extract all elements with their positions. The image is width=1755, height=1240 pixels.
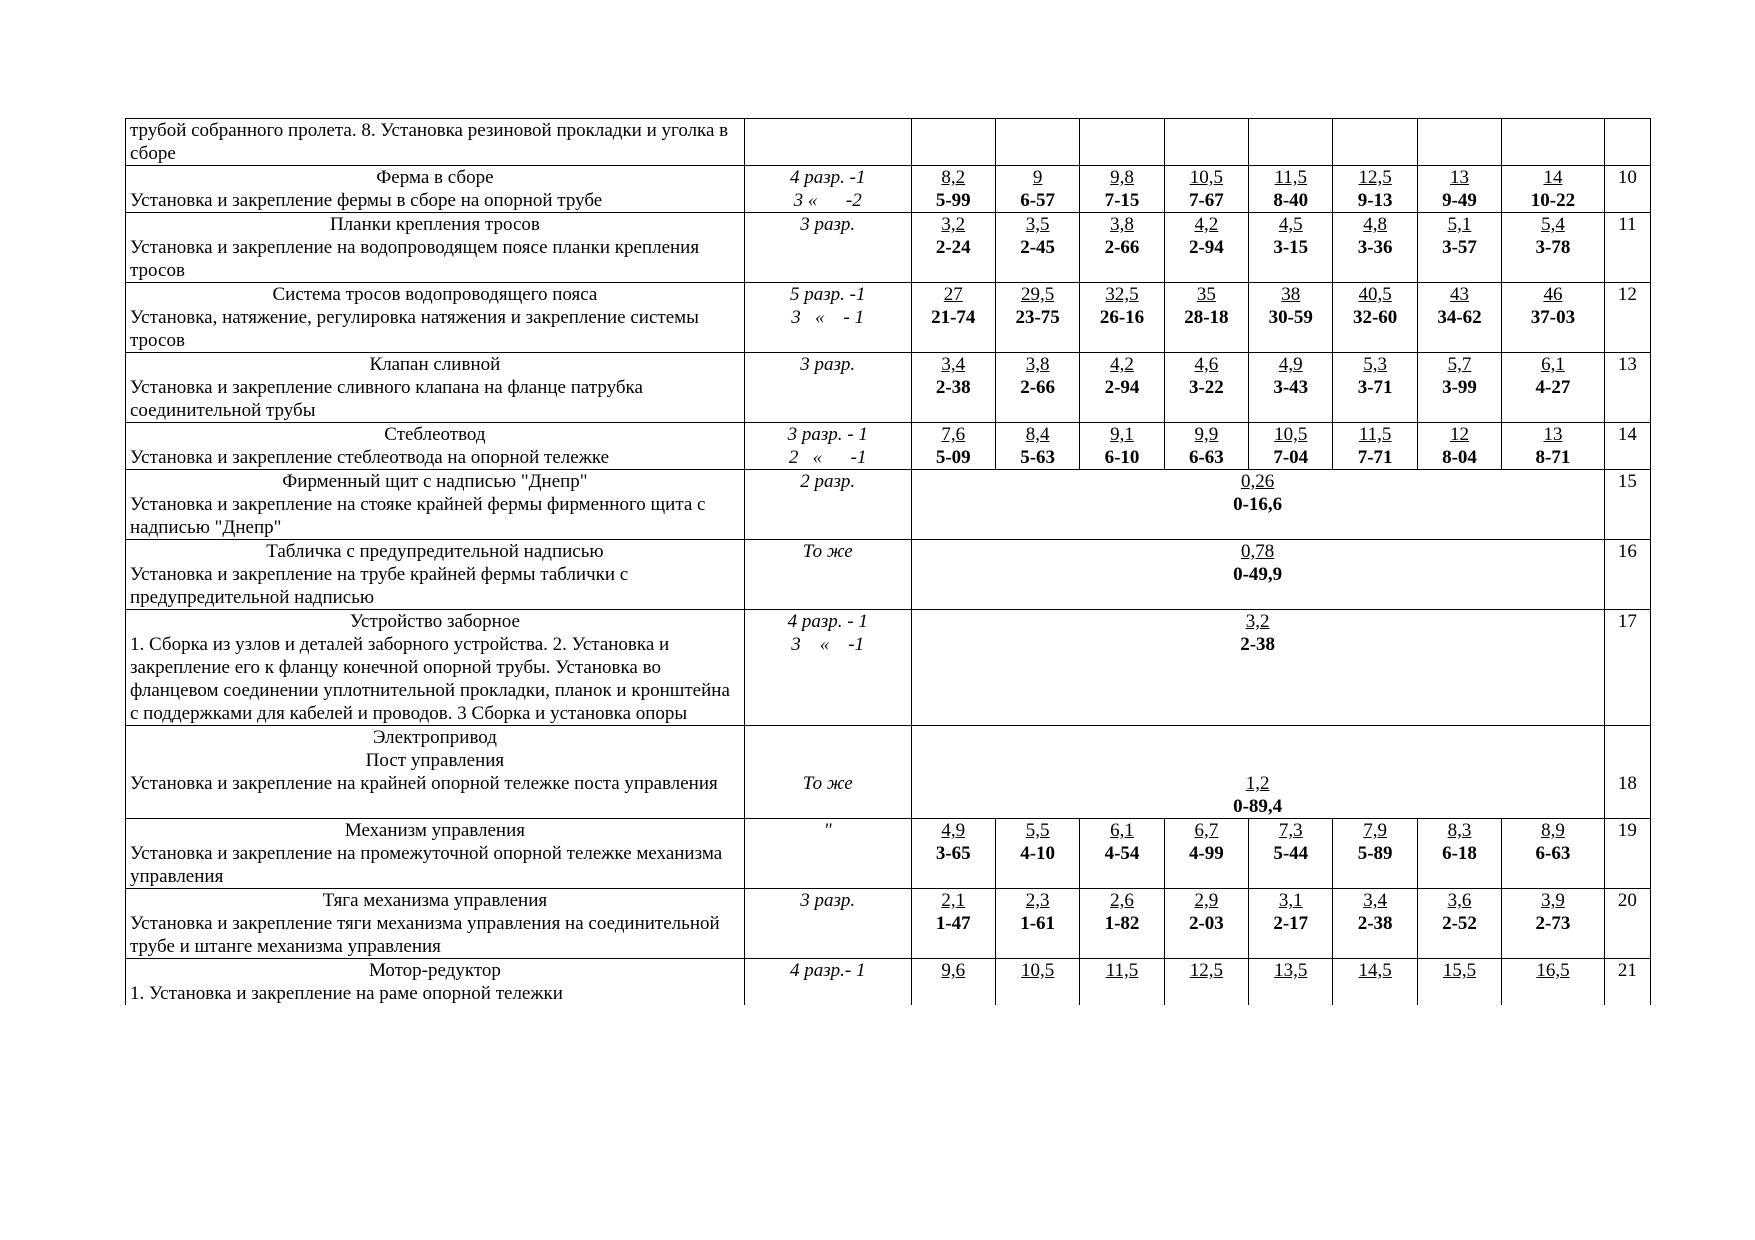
value-cell — [995, 353, 1079, 423]
value-cell — [1164, 283, 1248, 353]
value-cell — [911, 819, 995, 889]
value-cell — [1249, 353, 1333, 423]
section-title: Электропривод — [372, 727, 497, 748]
row-description: 1. Установка и закрепление на раме опорной тележки — [130, 983, 563, 1004]
time-norm: 12,5 — [1358, 167, 1392, 188]
table-row — [126, 283, 1651, 353]
value-cell-merged — [911, 610, 1604, 726]
value-cell-merged — [911, 470, 1604, 540]
section-title: Механизм управления — [344, 820, 525, 841]
value-cell — [1080, 819, 1164, 889]
price: 26-16 — [1099, 307, 1145, 328]
value-cell — [1164, 213, 1248, 283]
price: 2-24 — [935, 237, 971, 258]
time-norm: 11,5 — [1274, 167, 1308, 188]
time-norm: 10,5 — [1274, 424, 1308, 445]
value-cell — [1502, 959, 1604, 1006]
price: 1-47 — [935, 913, 971, 934]
price: 2-73 — [1535, 913, 1571, 934]
value-cell — [995, 959, 1079, 1006]
section-title: Система тросов водопроводящего пояса — [272, 284, 598, 305]
value-cell — [1417, 119, 1501, 166]
price: 2-17 — [1273, 913, 1309, 934]
value-cell — [1333, 283, 1417, 353]
value-cell — [995, 423, 1079, 470]
time-norm: 3,8 — [1025, 354, 1050, 375]
time-norm: 6,1 — [1541, 354, 1565, 375]
value-cell — [995, 819, 1079, 889]
time-norm: 15,5 — [1442, 960, 1477, 981]
section-title: Планки крепления тросов — [329, 214, 540, 235]
price: 0-49,9 — [1233, 564, 1283, 585]
grade-cell: " — [744, 819, 911, 889]
row-number: 11 — [1604, 213, 1650, 283]
value-cell — [995, 119, 1079, 166]
price: 3-65 — [935, 843, 971, 864]
value-cell — [1249, 213, 1333, 283]
value-cell — [1417, 283, 1501, 353]
value-cell — [911, 423, 995, 470]
row-number: 13 — [1604, 353, 1650, 423]
time-norm: 3,4 — [941, 354, 966, 375]
time-norm: 2,9 — [1194, 890, 1219, 911]
time-norm: 35 — [1196, 284, 1216, 305]
row-number: 10 — [1604, 166, 1650, 213]
row-description: Установка и закрепление фермы в сборе на опорной трубе — [130, 190, 603, 211]
price: 4-10 — [1020, 843, 1056, 864]
price: 5-44 — [1273, 843, 1309, 864]
value-cell — [1502, 283, 1604, 353]
section-title: Тяга механизма управления — [322, 890, 548, 911]
row-description: Установка и закрепление стеблеотвода на опорной тележке — [130, 447, 610, 468]
value-cell — [1417, 959, 1501, 1006]
time-norm: 9,8 — [1110, 167, 1134, 188]
row-description: Установка и закрепление сливного клапана на фланце патрубка соединительной трубы — [130, 377, 643, 421]
time-norm: 2,1 — [941, 890, 966, 911]
time-norm: 4,6 — [1194, 354, 1219, 375]
value-cell — [1417, 353, 1501, 423]
value-cell — [1249, 959, 1333, 1006]
norms-table — [125, 118, 1651, 1005]
price: 2-94 — [1104, 377, 1140, 398]
value-cell — [1333, 959, 1417, 1006]
row-description: Установка и закрепление тяги механизма управления на соединительной трубе и штанге механизма управления — [130, 913, 720, 957]
price: 2-66 — [1104, 237, 1140, 258]
time-norm: 4,9 — [1278, 354, 1303, 375]
time-norm: 3,2 — [1245, 611, 1270, 632]
time-norm: 13,5 — [1274, 960, 1308, 981]
time-norm: 2,3 — [1025, 890, 1050, 911]
grade-cell: То же — [744, 726, 911, 819]
price: 32-60 — [1352, 307, 1398, 328]
time-norm: 3,9 — [1541, 890, 1565, 911]
grade-cell: 4 разр. - 1 3 « -1 — [744, 610, 911, 726]
time-norm: 5,1 — [1447, 214, 1472, 235]
value-cell — [1164, 889, 1248, 959]
price: 8-40 — [1273, 190, 1309, 211]
time-norm: 4,8 — [1363, 214, 1388, 235]
time-norm: 13 — [1543, 424, 1563, 445]
price: 1-82 — [1104, 913, 1140, 934]
time-norm: 9 — [1032, 167, 1043, 188]
row-description-cell — [126, 283, 745, 353]
price: 3-57 — [1442, 237, 1477, 258]
value-cell — [911, 353, 995, 423]
price: 2-38 — [935, 377, 971, 398]
price: 5-09 — [935, 447, 971, 468]
value-cell — [1080, 119, 1164, 166]
time-norm: 7,3 — [1278, 820, 1303, 841]
grade-cell: 3 разр. — [744, 889, 911, 959]
row-number: 21 — [1604, 959, 1650, 1006]
row-description-cell — [126, 353, 745, 423]
value-cell — [1417, 213, 1501, 283]
value-cell — [1417, 423, 1501, 470]
grade-cell: 3 разр. — [744, 353, 911, 423]
time-norm: 11,5 — [1358, 424, 1392, 445]
price: 4-27 — [1535, 377, 1571, 398]
price: 3-22 — [1188, 377, 1224, 398]
section-title: Мотор-редуктор — [368, 960, 501, 981]
time-norm: 16,5 — [1536, 960, 1570, 981]
value-cell — [1249, 889, 1333, 959]
row-description: Установка и закрепление на стояке крайней фермы фирменного щита с надписью "Днепр" — [130, 494, 706, 538]
time-norm: 7,6 — [941, 424, 966, 445]
row-number: 17 — [1604, 610, 1650, 726]
value-cell — [1164, 819, 1248, 889]
value-cell — [1080, 889, 1164, 959]
value-cell — [1502, 166, 1604, 213]
value-cell — [1502, 119, 1604, 166]
row-description: Установка и закрепление на водопроводящем поясе планки крепления тросов — [130, 237, 700, 281]
price: 3-99 — [1442, 377, 1477, 398]
price: 5-89 — [1357, 843, 1393, 864]
time-norm: 6,1 — [1110, 820, 1134, 841]
time-norm: 8,4 — [1025, 424, 1050, 445]
time-norm: 14,5 — [1358, 960, 1392, 981]
value-cell — [1333, 166, 1417, 213]
price: 8-71 — [1535, 447, 1571, 468]
time-norm: 5,5 — [1025, 820, 1050, 841]
value-cell — [1417, 819, 1501, 889]
time-norm: 3,1 — [1278, 890, 1303, 911]
value-cell — [995, 283, 1079, 353]
price: 0-16,6 — [1233, 494, 1283, 515]
value-cell — [1417, 166, 1501, 213]
row-description-cell — [126, 819, 745, 889]
price: 6-10 — [1104, 447, 1140, 468]
row-description: Установка и закрепление на промежуточной опорной тележке механизма управления — [130, 843, 723, 887]
value-cell-merged — [911, 540, 1604, 610]
time-norm: 2,6 — [1110, 890, 1134, 911]
table-row — [126, 166, 1651, 213]
value-cell — [1249, 166, 1333, 213]
time-norm: 14 — [1543, 167, 1563, 188]
price: 7-71 — [1357, 447, 1393, 468]
value-cell — [1080, 353, 1164, 423]
time-norm: 3,8 — [1110, 214, 1134, 235]
time-norm: 0,78 — [1241, 541, 1275, 562]
time-norm: 13 — [1450, 167, 1470, 188]
price: 2-52 — [1442, 913, 1477, 934]
time-norm: 12 — [1450, 424, 1470, 445]
value-cell — [1417, 889, 1501, 959]
price: 10-22 — [1530, 190, 1576, 211]
value-cell — [1249, 819, 1333, 889]
price: 7-15 — [1104, 190, 1140, 211]
table-row — [126, 959, 1651, 1006]
row-description: Установка, натяжение, регулировка натяжения и закрепление системы тросов — [130, 307, 699, 351]
value-cell — [1333, 423, 1417, 470]
time-norm: 4,9 — [941, 820, 966, 841]
price: 3-43 — [1273, 377, 1309, 398]
value-cell — [1333, 213, 1417, 283]
time-norm: 10,5 — [1189, 167, 1224, 188]
row-number: 12 — [1604, 283, 1650, 353]
time-norm: 8,3 — [1447, 820, 1472, 841]
table-row — [126, 610, 1651, 726]
row-description-cell — [126, 959, 745, 1006]
time-norm: 11,5 — [1105, 960, 1139, 981]
table-row — [126, 119, 1651, 166]
value-cell — [1080, 283, 1164, 353]
value-cell — [911, 283, 995, 353]
value-cell — [1164, 166, 1248, 213]
time-norm: 1,2 — [1245, 773, 1270, 794]
row-number — [1604, 119, 1650, 166]
row-description-cell — [126, 213, 745, 283]
grade-cell: То же — [744, 540, 911, 610]
value-cell — [911, 959, 995, 1006]
time-norm: 5,7 — [1447, 354, 1472, 375]
section-title: Устройство заборное — [349, 611, 520, 632]
row-number: 19 — [1604, 819, 1650, 889]
price: 4-99 — [1188, 843, 1224, 864]
price: 9-49 — [1442, 190, 1477, 211]
value-cell — [1333, 819, 1417, 889]
row-number: 15 — [1604, 470, 1650, 540]
row-number: 14 — [1604, 423, 1650, 470]
value-cell — [1502, 889, 1604, 959]
time-norm: 9,1 — [1110, 424, 1134, 445]
time-norm: 6,7 — [1194, 820, 1219, 841]
price: 5-63 — [1020, 447, 1056, 468]
value-cell — [1502, 423, 1604, 470]
value-cell — [1333, 353, 1417, 423]
row-description-cell — [126, 726, 745, 819]
price: 3-36 — [1357, 237, 1393, 258]
grade-cell: 3 разр. - 1 2 « -1 — [744, 423, 911, 470]
value-cell — [1080, 423, 1164, 470]
row-number: 20 — [1604, 889, 1650, 959]
price: 34-62 — [1437, 307, 1482, 328]
price: 2-45 — [1020, 237, 1056, 258]
time-norm: 29,5 — [1021, 284, 1055, 305]
value-cell — [1080, 166, 1164, 213]
table-row — [126, 726, 1651, 819]
value-cell — [1502, 353, 1604, 423]
table-row — [126, 540, 1651, 610]
table-row — [126, 470, 1651, 540]
row-description-cell — [126, 166, 745, 213]
value-cell — [1164, 353, 1248, 423]
row-description: трубой собранного пролета. 8. Установка резиновой прокладки и уголка в сборе — [126, 119, 745, 166]
price: 3-71 — [1357, 377, 1393, 398]
time-norm: 3,5 — [1025, 214, 1050, 235]
row-description-cell — [126, 610, 745, 726]
table-row — [126, 213, 1651, 283]
row-description-cell — [126, 423, 745, 470]
section-title: Фирменный щит с надписью "Днепр" — [282, 471, 588, 492]
time-norm: 9,6 — [941, 960, 966, 981]
value-cell — [995, 213, 1079, 283]
time-norm: 32,5 — [1105, 284, 1139, 305]
price: 6-57 — [1020, 190, 1056, 211]
time-norm: 8,2 — [941, 167, 966, 188]
price: 21-74 — [931, 307, 976, 328]
value-cell — [911, 166, 995, 213]
section-title: Табличка с предупредительной надписью — [266, 541, 604, 562]
time-norm: 5,4 — [1541, 214, 1565, 235]
table-row — [126, 889, 1651, 959]
price: 6-63 — [1188, 447, 1224, 468]
time-norm: 46 — [1543, 284, 1563, 305]
value-cell — [995, 889, 1079, 959]
time-norm: 40,5 — [1358, 284, 1392, 305]
grade-cell: 4 разр. -1 3 « -2 — [744, 166, 911, 213]
row-description-cell — [126, 470, 745, 540]
time-norm: 8,9 — [1541, 820, 1565, 841]
time-norm: 4,5 — [1278, 214, 1303, 235]
time-norm: 27 — [943, 284, 963, 305]
price: 3-78 — [1535, 237, 1571, 258]
time-norm: 9,9 — [1194, 424, 1219, 445]
price: 6-63 — [1535, 843, 1571, 864]
value-cell — [911, 889, 995, 959]
price: 2-38 — [1357, 913, 1393, 934]
subsection-title: Пост управления — [365, 750, 505, 771]
value-cell — [911, 213, 995, 283]
price: 7-67 — [1188, 190, 1224, 211]
price: 2-66 — [1020, 377, 1056, 398]
grade-cell: 2 разр. — [744, 470, 911, 540]
time-norm: 5,3 — [1363, 354, 1388, 375]
time-norm: 7,9 — [1363, 820, 1388, 841]
section-title: Стеблеотвод — [384, 424, 486, 445]
value-cell — [995, 166, 1079, 213]
time-norm: 4,2 — [1110, 354, 1134, 375]
time-norm: 3,6 — [1447, 890, 1472, 911]
row-number: 16 — [1604, 540, 1650, 610]
value-cell — [1333, 889, 1417, 959]
time-norm: 38 — [1281, 284, 1301, 305]
value-cell — [1164, 959, 1248, 1006]
value-cell — [1164, 423, 1248, 470]
time-norm: 10,5 — [1021, 960, 1055, 981]
time-norm: 12,5 — [1189, 960, 1224, 981]
price: 23-75 — [1015, 307, 1060, 328]
price: 7-04 — [1273, 447, 1309, 468]
price: 1-61 — [1020, 913, 1056, 934]
section-title: Ферма в сборе — [376, 167, 494, 188]
price: 3-15 — [1273, 237, 1309, 258]
value-cell — [911, 119, 995, 166]
price: 6-18 — [1442, 843, 1477, 864]
value-cell — [1249, 283, 1333, 353]
row-description: Установка и закрепление на трубе крайней фермы таблички с предупредительной надписью — [130, 564, 629, 608]
time-norm: 0,26 — [1241, 471, 1275, 492]
price: 28-18 — [1184, 307, 1229, 328]
value-cell — [1333, 119, 1417, 166]
price: 2-03 — [1188, 913, 1224, 934]
price: 9-13 — [1357, 190, 1393, 211]
time-norm: 3,2 — [941, 214, 966, 235]
value-cell — [1249, 423, 1333, 470]
table-row — [126, 353, 1651, 423]
row-description: Установка и закрепление на крайней опорной тележке поста управления — [130, 773, 718, 794]
grade-cell: 3 разр. — [744, 213, 911, 283]
price: 0-89,4 — [1233, 796, 1283, 817]
price: 2-38 — [1240, 634, 1276, 655]
time-norm: 43 — [1450, 284, 1470, 305]
value-cell — [1502, 819, 1604, 889]
price: 4-54 — [1104, 843, 1140, 864]
price: 8-04 — [1442, 447, 1477, 468]
value-cell-merged — [911, 726, 1604, 819]
value-cell — [1249, 119, 1333, 166]
time-norm: 4,2 — [1194, 214, 1219, 235]
price: 5-99 — [935, 190, 971, 211]
table-row — [126, 423, 1651, 470]
row-description-cell — [126, 540, 745, 610]
time-norm: 3,4 — [1363, 890, 1388, 911]
section-title: Клапан сливной — [369, 354, 501, 375]
table-row — [126, 819, 1651, 889]
value-cell — [1164, 119, 1248, 166]
price: 30-59 — [1268, 307, 1313, 328]
value-cell — [1080, 213, 1164, 283]
grade-cell: 4 разр.- 1 — [744, 959, 911, 1006]
price: 37-03 — [1530, 307, 1576, 328]
value-cell — [1502, 213, 1604, 283]
row-description-cell — [126, 889, 745, 959]
row-number: 18 — [1604, 726, 1650, 819]
row-description: 1. Сборка из узлов и деталей заборного устройства. 2. Установка и закрепление его к фланцу конечной опорной трубы. Установка во фланцевом соединении уплотнительной прокладки, планок и кронштейна с поддержками для кабелей и проводов. 3 Сборка и установка опоры — [130, 634, 730, 724]
price: 2-94 — [1188, 237, 1224, 258]
value-cell — [1080, 959, 1164, 1006]
grade-cell: 5 разр. -1 3 « - 1 — [744, 283, 911, 353]
grade-cell — [744, 119, 911, 166]
